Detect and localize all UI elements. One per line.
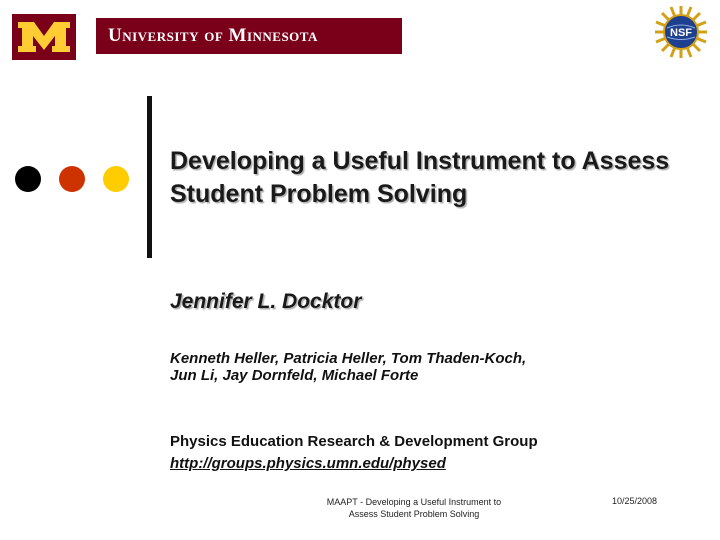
nsf-logo [650,4,712,60]
bullet-dot-black [15,166,41,192]
footer-title [300,496,528,520]
coauthors [170,350,670,384]
research-group: Physics Education Research & Development Group [170,433,538,450]
slide-title: Developing a Useful Instrument to Assess Student Problem Solving [170,147,670,208]
umn-block-m-logo [12,14,76,60]
nsf-logo-text: NSF [670,27,692,39]
footer-date: 10/25/2008 [612,496,658,506]
footer-title-line-2: Assess Student Problem Solving [348,509,480,519]
vertical-divider [147,96,152,258]
bullet-dot-gold [103,166,129,192]
block-m-icon [12,14,76,60]
group-url-link[interactable]: http://groups.physics.umn.edu/physed [170,455,446,472]
university-name: University of Minnesota [108,25,318,46]
coauthors-line-1: Kenneth Heller, Patricia Heller, Tom Thaden-Koch, [170,350,527,367]
bullet-dot-red [59,166,85,192]
presenter-name: Jennifer L. Docktor [170,290,362,313]
nsf-globe-icon [650,4,712,60]
footer-title-line-1: MAAPT - Developing a Useful Instrument to [326,497,502,507]
coauthors-line-2: Jun Li, Jay Dornfeld, Michael Forte [170,367,419,384]
university-wordmark [96,18,402,54]
